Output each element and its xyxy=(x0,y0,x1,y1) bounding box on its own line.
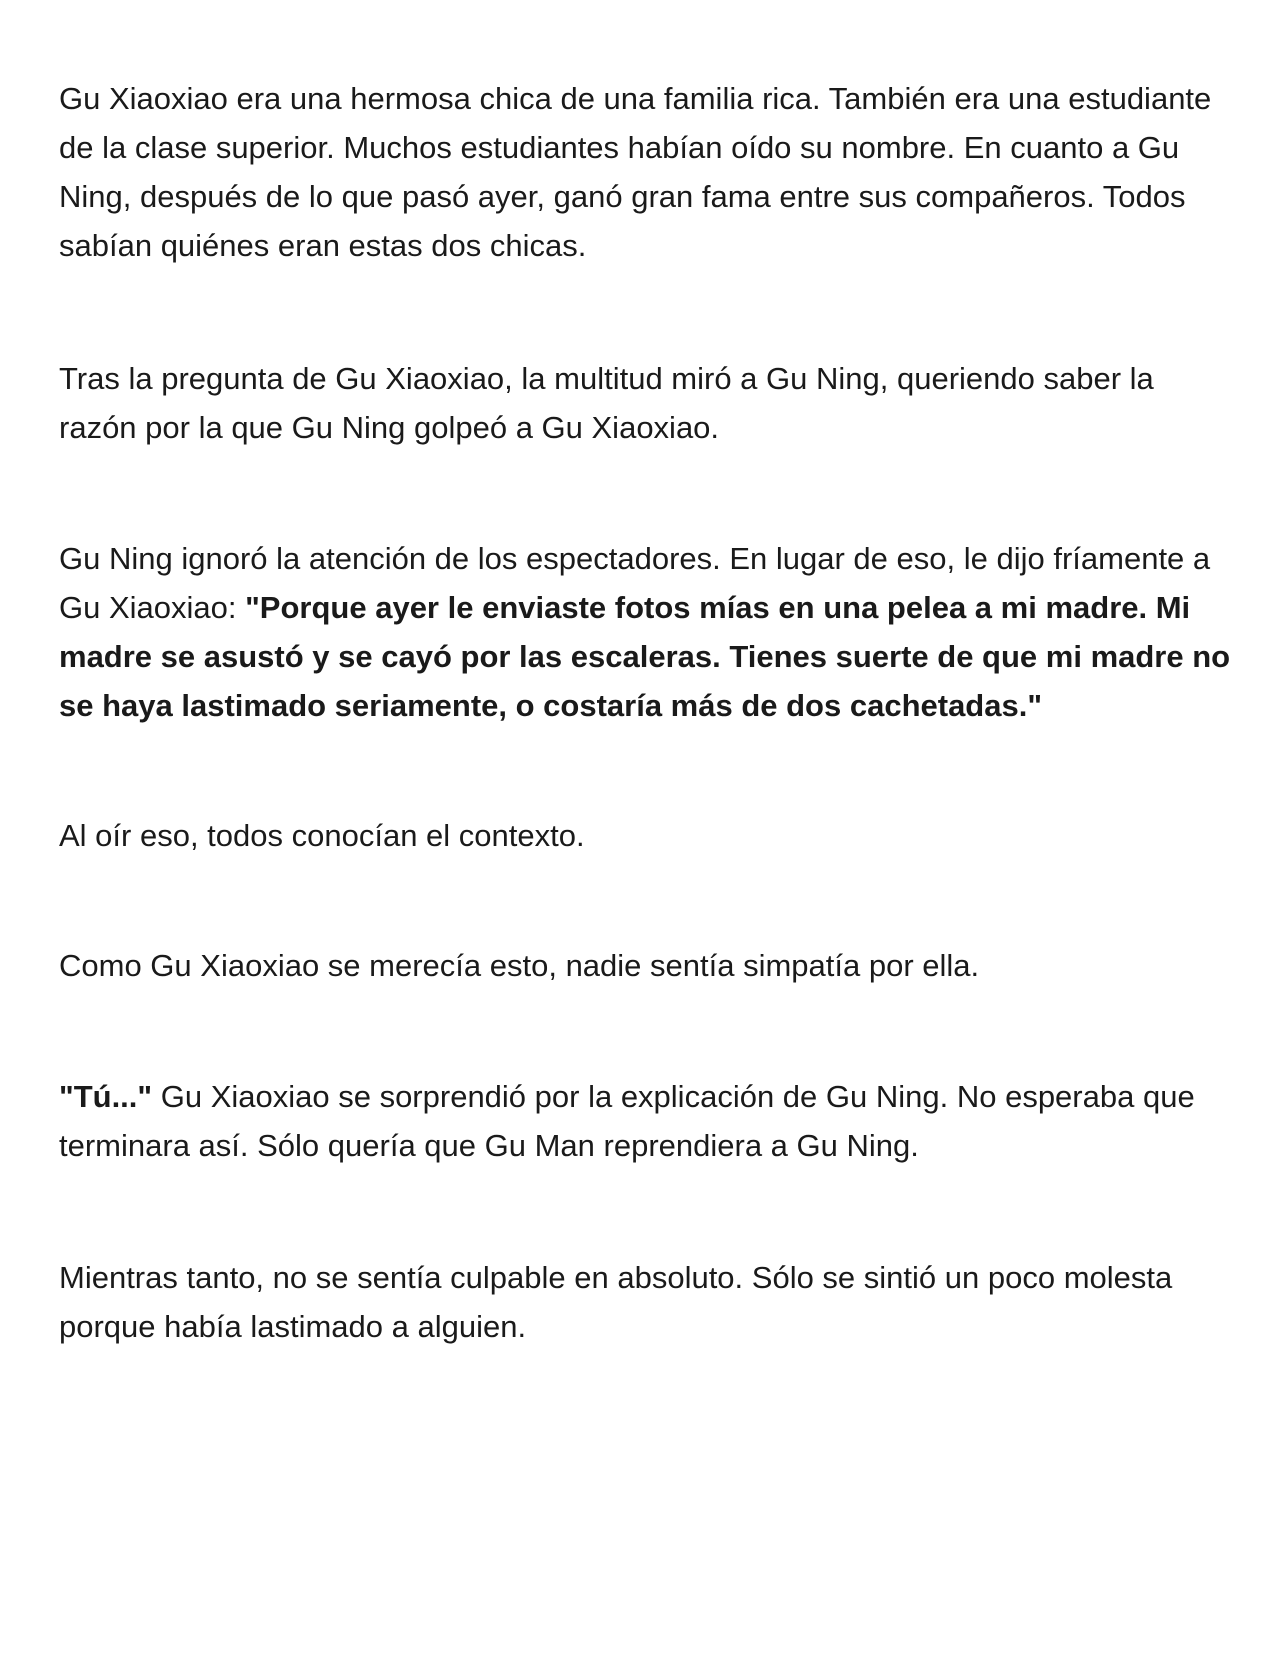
paragraph-1: Gu Xiaoxiao era una hermosa chica de una familia rica. También era una estudiante de la clase superior. Muchos estudiantes habían oído su nombre. En cuanto a Gu Ning, después de lo que pasó ayer, ganó gran fama entre sus compañeros. Todos sabían quiénes eran estas dos chicas. xyxy=(59,81,1212,263)
paragraph-7: Mientras tanto, no se sentía culpable en absoluto. Sólo se sintió un poco molesta porque había lastimado a alguien. xyxy=(59,1260,1173,1344)
paragraph-4: Al oír eso, todos conocían el contexto. xyxy=(59,818,585,853)
paragraph-2: Tras la pregunta de Gu Xiaoxiao, la multitud miró a Gu Ning, queriendo saber la razón por la que Gu Ning golpeó a Gu Xiaoxiao. xyxy=(59,361,1154,445)
paragraph-6 xyxy=(59,1072,1239,1170)
paragraph-3-narration: Gu Ning ignoró la atención de los espectadores. En lugar de eso, le dijo fríamente a Gu Xiaoxiao: xyxy=(59,541,1211,625)
paragraph-3 xyxy=(59,534,1239,730)
paragraph-6-dialogue: "Tú..." xyxy=(59,1079,153,1114)
paragraph-6-narration: Gu Xiaoxiao se sorprendió por la explicación de Gu Ning. No esperaba que terminara así. Sólo quería que Gu Man reprendiera a Gu Ning. xyxy=(59,1079,1195,1163)
paragraph-3-dialogue: "Porque ayer le enviaste fotos mías en una pelea a mi madre. Mi madre se asustó y se cayó por las escaleras. Tienes suerte de que mi madre no se haya lastimado seriamente, o costaría más de dos cachetadas." xyxy=(59,590,1231,723)
paragraph-5: Como Gu Xiaoxiao se merecía esto, nadie sentía simpatía por ella. xyxy=(59,948,980,983)
document-page xyxy=(59,74,1239,1351)
